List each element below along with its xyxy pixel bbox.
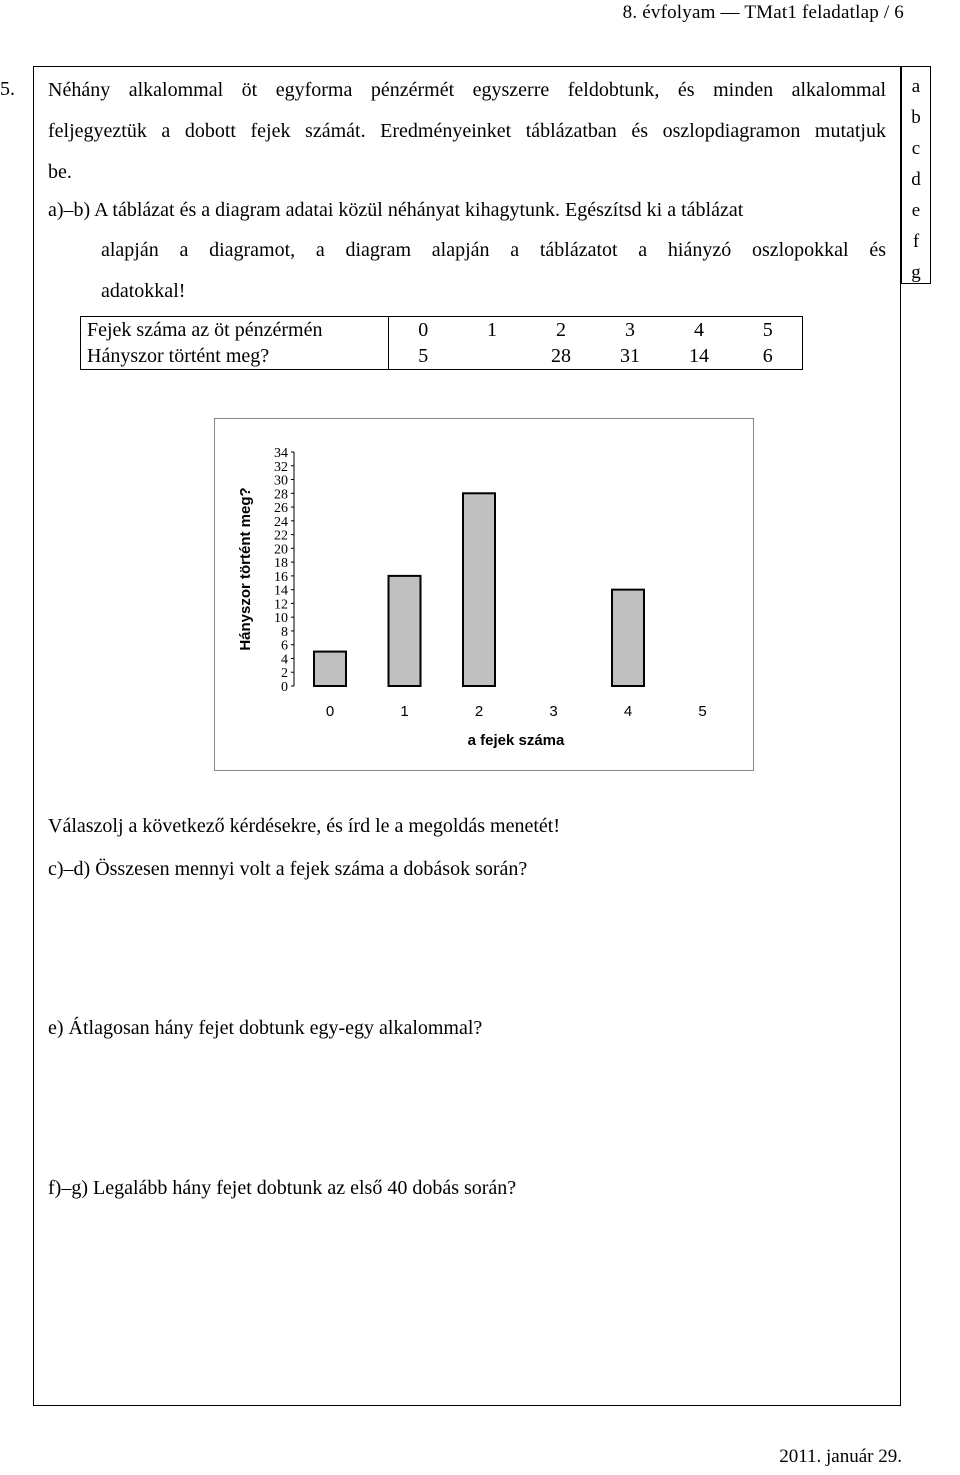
score-letter-d: d [911,169,921,190]
table-cell: 28 [527,343,596,370]
table-cell: 4 [665,317,734,344]
score-letter-e: e [911,200,921,221]
y-tick-label: 4 [281,652,288,668]
x-tick-label: 2 [474,703,484,720]
question-e: e) Átlagosan hány fejet dobtunk egy-egy alkalommal? [48,1017,483,1039]
score-letters-box [901,66,931,284]
footer-date: 2011. január 29. [779,1446,902,1467]
x-tick-label: 3 [549,703,558,720]
x-tick-label: 5 [698,703,707,720]
task-number: 5. [0,78,15,100]
intro-line-1: Néhány alkalommal öt egyforma pénzérmét egyszerre feldobtunk, és minden alkalommal [48,79,886,101]
score-letter-c: c [911,138,921,159]
x-tick-label: 1 [400,703,409,720]
y-tick-label: 0 [281,680,288,695]
bar-1 [389,576,421,686]
y-tick-label: 32 [274,459,288,475]
score-letter-a: a [911,76,921,97]
question-cd: c)–d) Összesen mennyi volt a fejek száma a dobások során? [48,858,528,880]
y-tick-label: 28 [274,487,288,503]
table-cell: 6 [734,343,803,370]
y-tick-label: 6 [281,638,288,654]
score-letter-g: g [911,262,921,283]
bar-2 [463,493,495,686]
y-tick-label: 10 [274,611,288,627]
score-letter-f: f [912,231,920,252]
y-tick-label: 8 [281,624,288,640]
y-tick-label: 20 [274,542,288,558]
table-cell: 31 [596,343,665,370]
y-axis-title: Hányszor történt meg? [237,487,254,651]
task-intro [48,70,886,193]
y-tick-label: 14 [274,583,288,599]
intro-line-2: feljegyeztük a dobott fejek számát. Eredményeinket táblázatban és oszlopdiagramon mutatjuk [48,120,886,142]
question-fg: f)–g) Legalább hány fejet dobtunk az első 40 dobás során? [48,1177,517,1199]
table-cell: 3 [596,317,665,344]
bar-chart-svg [214,418,754,771]
x-tick-label: 0 [325,703,335,720]
x-axis-title: a fejek száma [467,732,565,749]
y-tick-label: 34 [274,446,288,461]
table-cell: 1 [458,317,527,344]
score-letter-b: b [911,107,921,128]
y-tick-label: 18 [274,556,288,572]
page-header: 8. évfolyam — TMat1 feladatlap / 6 [622,2,904,23]
y-tick-label: 24 [274,514,288,530]
bar-chart [214,418,754,771]
table-row-counts [81,343,803,370]
table-cell-missing[interactable] [458,343,527,370]
table-cell: 0 [389,317,458,344]
y-tick-label: 30 [274,473,288,489]
table-row2-label: Hányszor történt meg? [81,343,389,370]
table-cell: 2 [527,317,596,344]
table-cell: 5 [734,317,803,344]
intro-line-3: be. [48,161,72,183]
table-cell: 5 [389,343,458,370]
y-tick-label: 16 [274,569,288,585]
instruction-text: Válaszolj a következő kérdésekre, és írd le a megoldás menetét! [48,815,561,837]
question-ab-rest [101,230,886,312]
table-row-heads [81,317,803,344]
table-cell: 14 [665,343,734,370]
frequency-table [80,316,803,370]
y-tick-label: 12 [274,597,288,613]
x-tick-label: 4 [623,703,633,720]
bar-0 [314,652,346,686]
question-ab-line1: a)–b) A táblázat és a diagram adatai közül néhányat kihagytunk. Egészítsd ki a táblázat [48,199,744,221]
question-ab-line3: adatokkal! [101,280,186,302]
table-row1-label: Fejek száma az öt pénzérmén [81,317,389,344]
y-tick-label: 26 [274,501,288,517]
y-tick-label: 22 [274,528,288,544]
y-tick-label: 2 [281,666,288,682]
bar-4 [612,590,644,686]
question-ab-line2: alapján a diagramot, a diagram alapján a táblázatot a hiányzó oszlopokkal és [101,239,886,261]
